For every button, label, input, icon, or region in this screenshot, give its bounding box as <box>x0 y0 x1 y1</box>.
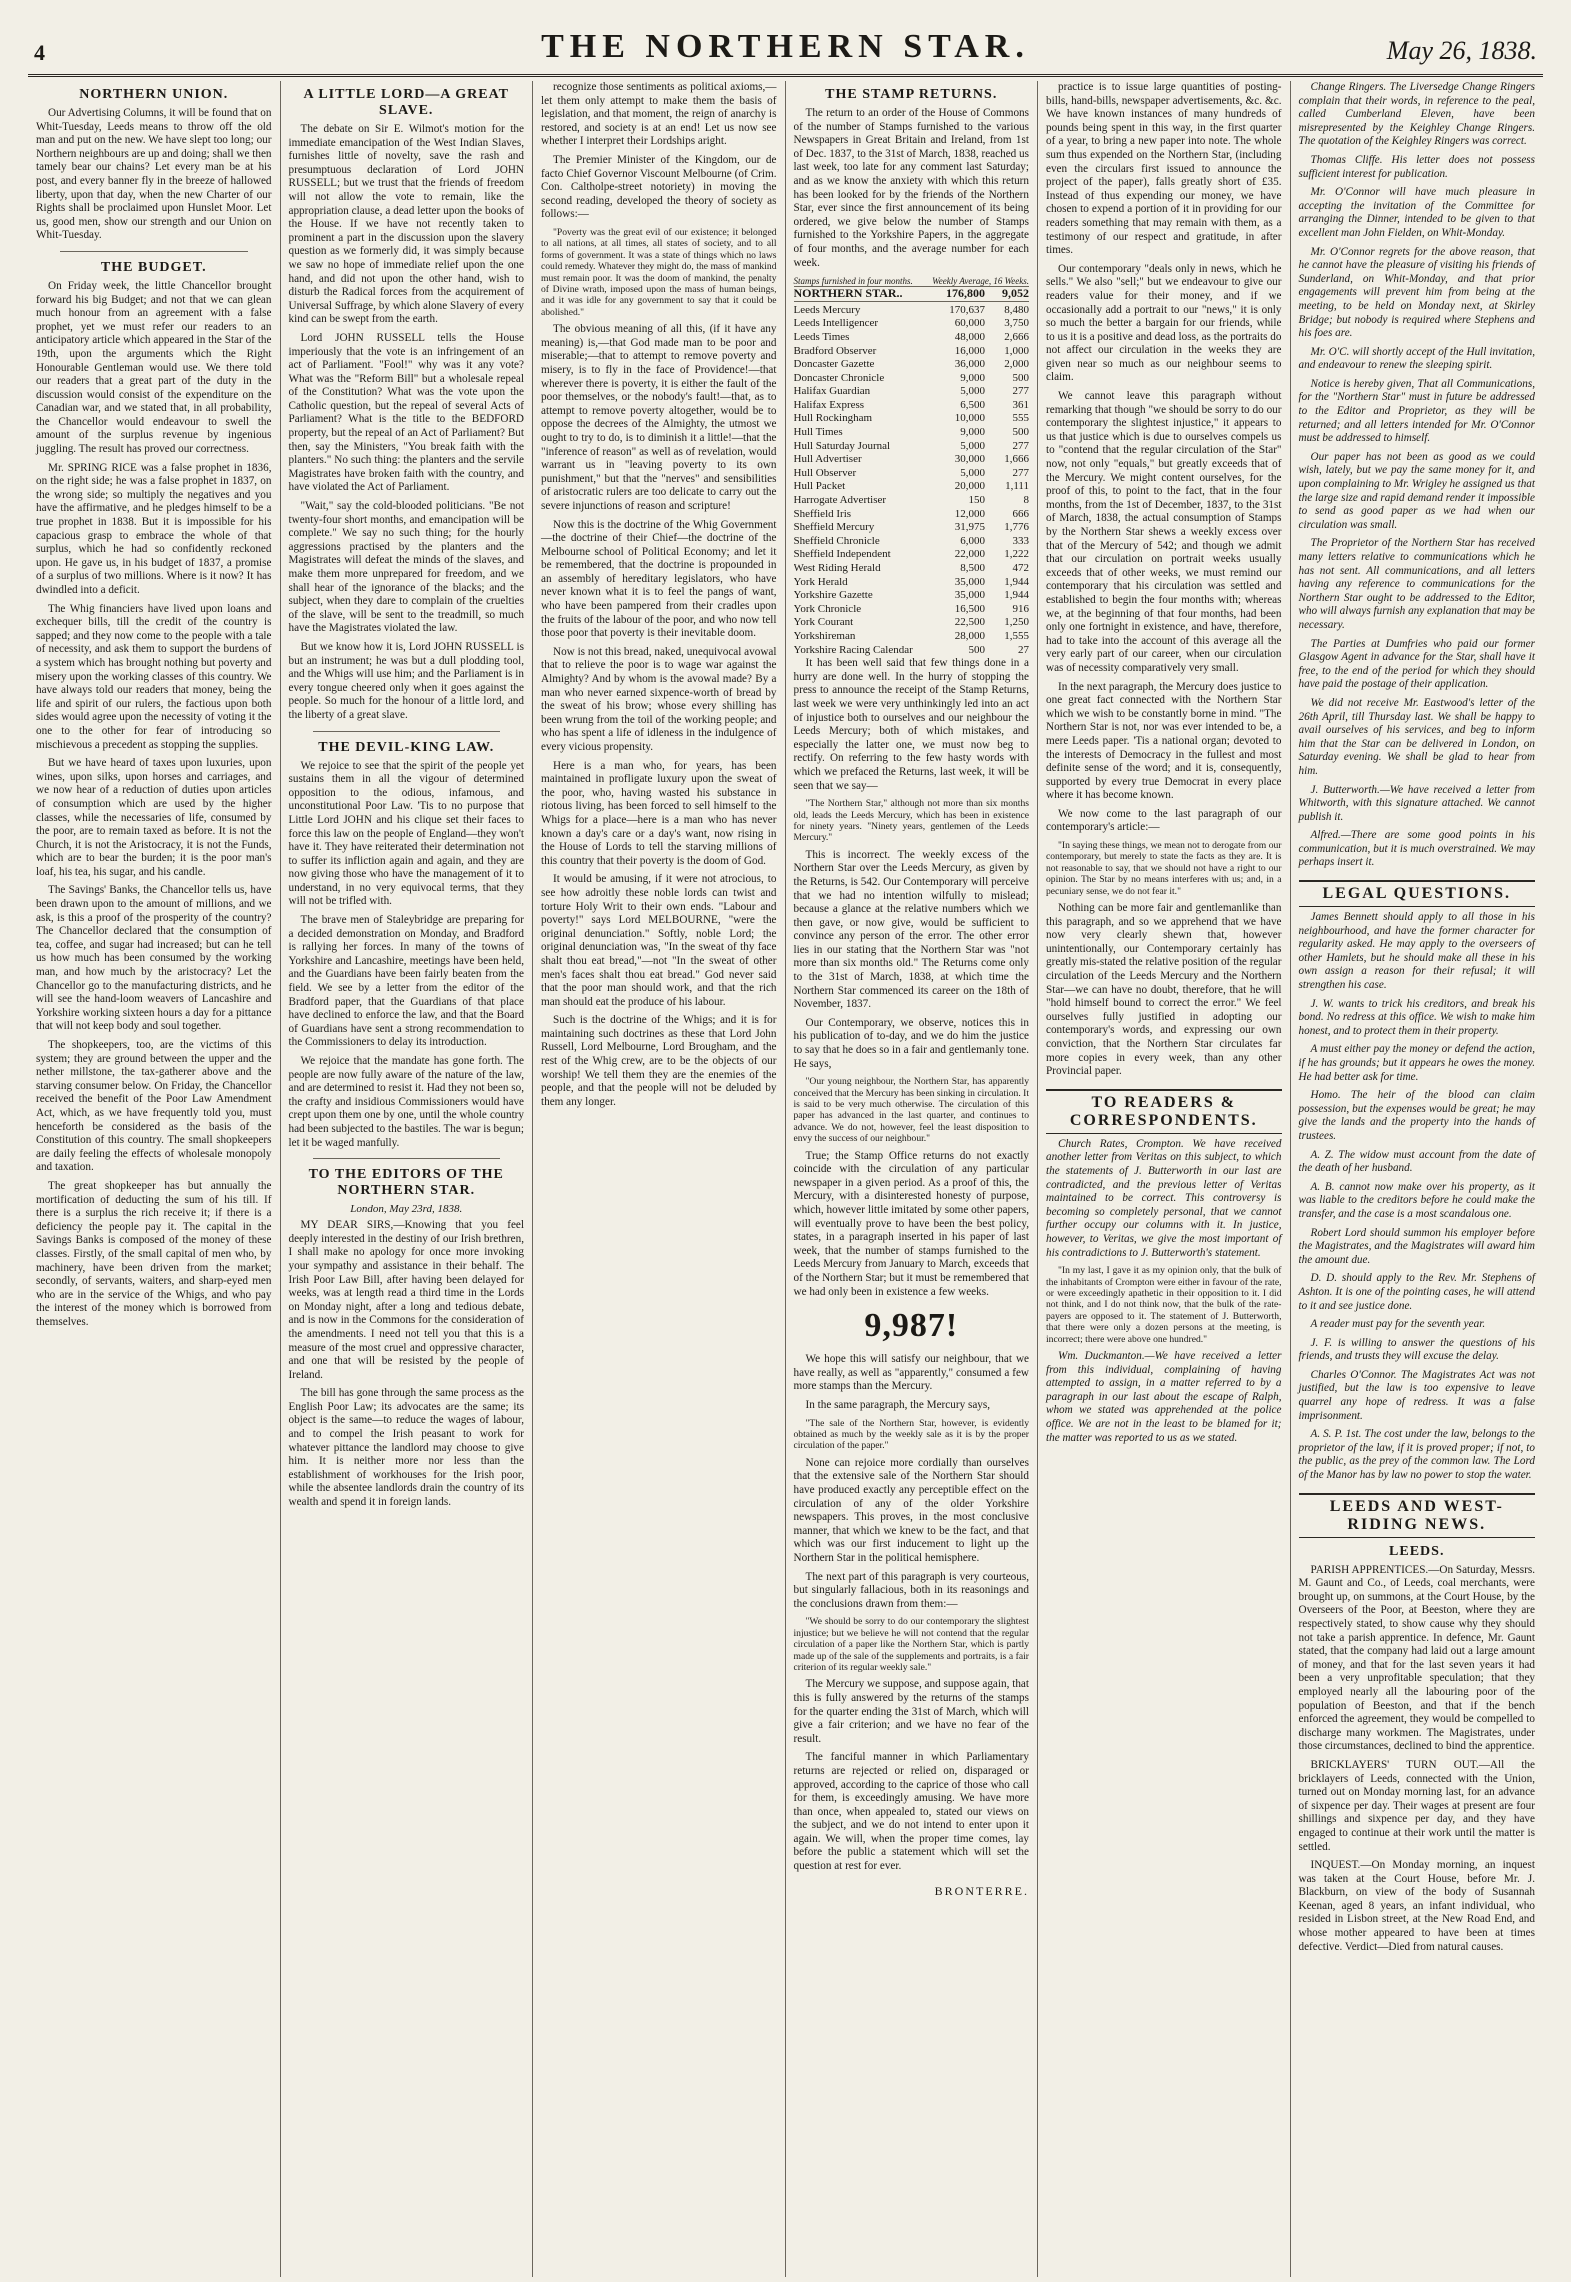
legal-answer: Charles O'Connor. The Magistrates Act was not justified, but the law is too expensive to leave quarrel any hope of redress. It was a false imprisonment. <box>1298 1368 1535 1422</box>
legal-answer: A. Z. The widow must account from the date of the death of her husband. <box>1298 1148 1535 1175</box>
stamp-weekly-average: 1,000 <box>1004 344 1029 357</box>
page-folio: 4 <box>34 40 45 65</box>
stamp-paper-name: York Herald <box>793 575 848 588</box>
stamp-paper-name: York Chronicle <box>793 602 862 615</box>
correspondent-note: J. Butterworth.—We have received a letter from Whitworth, with this signature attached. We cannot publish it. <box>1298 783 1535 823</box>
stamp-paper-name: Halifax Express <box>793 398 865 411</box>
stamp-table-row <box>794 345 1030 359</box>
stamp-weekly-average: 3,750 <box>1004 317 1029 330</box>
stamp-paper-name: Sheffield Mercury <box>793 521 875 534</box>
stamp-table-row <box>794 399 1030 413</box>
stamp-table-row <box>794 480 1030 494</box>
news-item: PARISH APPRENTICES.—On Saturday, Messrs. M. Gaunt and Co., of Leeds, coal merchants, were brought up, on summons, at the Court House, by the Overseers of the Poor, at Beeston, where they are respectively stated, to show cause why they should not take a parish apprentice. In defence, Mr. Gaunt stated, that the company had laid out a large amount of money, and that for the last seven years it had been a very unprofitable speculation; that they employed nearly all the labouring poor of the population of Beeston, and that if the bench enforced the agreement, they would be compelled to discharge many workmen. The Magistrates, under those circumstances, declined to bind the apprentice. <box>1298 1563 1536 1753</box>
article-paragraph: The Savings' Banks, the Chancellor tells us, have been drawn upon to the amount of millions, and we ask, is this a proof of the prosperity of the country? The Chancellor declared that the consumption of tea, coffee, and sugar had increased; but can he tell us how much has been consumed by the working man, and how much by the aristocracy? Let the Chancellor go to the manufacturing districts, and he will see the hand-loom weavers of Lancashire and Yorkshire working sixteen hours a day for a pittance that will not keep body and soul together. <box>36 884 272 1033</box>
stamp-weekly-average: 2,666 <box>1004 330 1029 343</box>
stamp-weekly-average: 8 <box>1023 494 1029 507</box>
stamp-total: 22,000 <box>954 548 985 561</box>
stamp-table-row <box>794 331 1030 345</box>
stamp-paper-name: Hull Times <box>793 426 843 439</box>
stamp-paper-name: Sheffield Chronicle <box>793 534 880 547</box>
stamp-paper-name: Sheffield Independent <box>793 548 891 561</box>
correspondent-note: The Proprietor of the Northern Star has received many letters relative to communications which he has not sent. All communications, and all letters having any reference to communications for the Northern Star ought to be addressed to the Editor, who will always furnish any explanation that may be necessary. <box>1298 537 1535 631</box>
signature: BRONTERRE. <box>934 1883 1029 1898</box>
stamp-table-row <box>794 412 1030 426</box>
stamp-total: 5,000 <box>960 439 985 452</box>
legal-answer: Homo. The heir of the blood can claim possession, but the expenses would be great; he may give the lands and the property into the hands of trustees. <box>1298 1089 1535 1142</box>
column-1 <box>28 81 281 2277</box>
article-heading-budget: THE BUDGET. <box>100 259 207 275</box>
article-paragraph: Mr. SPRING RICE was a false prophet in 1836, on the right side; he was a false prophet in 1837, on the wrong side; so multiply the negatives and you have the affirmative, and he pledges himself to be a true prophet in 1838. But it is impossible for his capacious grasp to embrace the whole of that surplus, which he had so confidently reckoned upon. He gave us, in his budget of 1837, a promise of a surplus of two millions. Where is it now? It has dwindled into a deficit. <box>36 461 272 596</box>
stamp-weekly-average: 1,250 <box>1004 616 1029 629</box>
stamp-table-row <box>794 385 1030 399</box>
quoted-text: "Our young neighbour, the Northern Star, has apparently conceived that the Mercury has been sinking in circulation. It is said to be very much otherwise. The circulation of this paper has advanced in the last quarter, and continues to advance. We do not, however, feel the least disposition to envy the success of our neighbour." <box>793 1076 1030 1145</box>
stamp-total: 6,000 <box>960 534 985 547</box>
article-paragraph: Nothing can be more fair and gentlemanlike than this paragraph, and so we apprehend that we have now very clearly shewn that, however unintentionally, our Contemporary certainly has greatly mis-stated the relative position of the regular circulation of the Leeds Mercury and the Northern Star—we can have no doubt, therefore, that he will "hold himself bound to correct the error." We feel ourselves fully justified in adopting our contemporary's words, and expressing our own conviction, that the Northern Star circulates far more copies in every week, than any other Provincial paper. <box>1046 902 1282 1078</box>
stamp-weekly-average: 361 <box>1012 398 1029 411</box>
stamp-total: 9,000 <box>960 371 985 384</box>
stamp-table-row <box>794 576 1030 590</box>
correspondent-note: Mr. O'Connor will have much pleasure in accepting the invitation of the Committee for arranging the Dinner, intended to be given to that excellent man John Fielden, on Whit-Monday. <box>1298 186 1535 239</box>
article-paragraph: The brave men of Staleybridge are preparing for a decided demonstration on Monday, and Bradford is rallying her forces. In many of the towns of Yorkshire and Lancashire, meetings have been held, and the Guardians have been fairly beaten from the field. We see by a letter from the editor of the Bradford paper, that the Guardians of that place have declined to enforce the law, and that the Board of Guardians have sent a strong recommendation to the Commissioners to delay its introduction. <box>288 914 524 1049</box>
divider <box>313 1158 501 1159</box>
article-paragraph: The fanciful manner in which Parliamentary returns are rejected or relied on, disparaged or approved, according to the caprice of those who call for them, is exceedingly amusing. We have more than once, when appealed to, stated our views on the subject, and we do not intend to enter upon it again. We will, when the proper time comes, lay before the public a statement which will set the question at rest for ever. <box>793 1751 1029 1873</box>
stamp-total: 6,500 <box>960 398 985 411</box>
article-paragraph: The Premier Minister of the Kingdom, our de facto Chief Governor Viscount Melbourne (of Crim. Con. Caltholpe-street notoriety) in moving the second reading, developed the theory of society as follows:— <box>541 153 777 221</box>
column-3 <box>533 81 786 2277</box>
stamp-table-row <box>794 287 1030 302</box>
article-paragraph: The return to an order of the House of Commons of the number of Stamps furnished to the various Newspapers in Great Britain and Ireland, from 1st of Dec. 1837, to the 31st of March, 1838, reached us last week, too late for any comment last Saturday; and as we know the anxiety with which this return has been looked for by the friends of the Northern Star, ever since the first announcement of its being ordered, we give below the number of Stamps furnished to the Yorkshire Papers, in the aggregate of four months, and the average number for each week. <box>793 107 1029 269</box>
stamp-weekly-average: 2,000 <box>1004 358 1029 371</box>
stamp-paper-name: NORTHERN STAR.. <box>793 287 903 301</box>
correspondent-note: Our paper has not been as good as we could wish, lately, but we pay the same money for it, and upon complaining to Mr. Wrigley he assigned us that the large size and rapid demand render it impossible to send as good paper as we had when our circulation was small. <box>1298 450 1535 531</box>
stamp-table-row <box>794 372 1030 386</box>
stamp-table-row <box>794 440 1030 454</box>
article-paragraph: The shopkeepers, too, are the victims of this system; they are ground between the upper and the nether millstone, the tax-gatherer above and the starving consumer below. On Friday, the Chancellor received the benefit of the Poor Law Amendment Act, which, as we have frequently told you, must henceforth be considered as the basis of the Constitution of this country. The small shopkeepers are daily feeling the effects of wholesale monopoly and taxation. <box>36 1039 272 1174</box>
masthead <box>28 18 1543 77</box>
section-heading-legal-questions: LEGAL QUESTIONS. <box>1299 880 1536 907</box>
news-item: INQUEST.—On Monday morning, an inquest was taken at the Court House, before Mr. J. Blackburn, on view of the body of Susannah Keenan, aged 8 years, an infant individual, who resided in Lisbon street, at the New Road End, and whose mother appeared to have been at times defective. Verdict—Died from natural causes. <box>1298 1859 1535 1953</box>
article-paragraph: MY DEAR SIRS,—Knowing that you feel deeply interested in the destiny of our Irish brethren, I shall make no apology for once more invoking your sympathy and assistance in their behalf. The Irish Poor Law Bill, after having been delayed for weeks, was at length read a third time in the Lords on Monday night, after a long and tedious debate, and is now in the Commons for the consideration of the amendments. I need not tell you that this is a measure of the most cruel and oppressive character, and one that will be resisted by the people of Ireland. <box>288 1219 524 1381</box>
stamp-weekly-average: 8,480 <box>1004 303 1029 316</box>
stamp-total: 48,000 <box>954 330 985 343</box>
stamp-table-row <box>794 630 1030 644</box>
newspaper-title: THE NORTHERN STAR. <box>541 28 1030 65</box>
stamp-total: 150 <box>968 494 985 507</box>
quoted-text: "In my last, I gave it as my opinion only, that the bulk of the inhabitants of Crompton were either in favour of the rate, or were exceedingly apathetic in their opposition to it. I did not think, and I do not think now, that the bulk of the rate-payers are opposed to it. The statement of J. Butterworth, that there were only a dozen persons at the meeting, is incorrect; there were above one hundred." <box>1046 1265 1282 1345</box>
stamp-weekly-average: 333 <box>1012 534 1029 547</box>
correspondent-note: Mr. O'Connor regrets for the above reason, that he cannot have the pleasure of visiting his friends of Sunderland, on Whit-Monday, and that prior engagements will prevent him from being at the meeting, to be held on Monday next, at Skirley Bridge; but nobody is required where Stephens and his foes are. <box>1298 245 1535 340</box>
article-paragraph: Our Advertising Columns, it will be found that on Whit-Tuesday, Leeds means to throw off the old man and put on the new. We have slept too long; our Northern neighbours are up and doing; shall we then tamely bear our chains? Let every man be at his post, and every banner fly in the breeze of hallowed liberty, upon that day, when the new Charter of our Rights shall be proclaimed upon Hunslet Moor. Let us, good men, show our strength and our Union on Whit-Tuesday. <box>36 107 272 242</box>
article-heading-stamp-returns: THE STAMP RETURNS. <box>825 87 998 102</box>
circulation-figure: 9,987! <box>864 1307 959 1345</box>
legal-answer: A reader must pay for the seventh year. <box>1310 1318 1486 1331</box>
stamp-table-row <box>794 467 1030 481</box>
quoted-text: "The Northern Star," although not more than six months old, leads the Leeds Mercury, which has been in existence for ninety years. "Ninety years, gentlemen of the Leeds Mercury." <box>793 798 1029 844</box>
stamp-paper-name: Doncaster Gazette <box>793 358 875 371</box>
stamp-total: 35,000 <box>954 589 985 602</box>
stamp-weekly-average: 277 <box>1012 466 1029 479</box>
stamp-total: 9,000 <box>960 426 985 439</box>
stamp-paper-name: Hull Saturday Journal <box>793 439 891 452</box>
stamp-paper-name: Halifax Guardian <box>793 385 871 398</box>
correspondent-note: We did not receive Mr. Eastwood's letter of the 26th April, till Thursday last. We shall be happy to avail ourselves of his services, and beg to inform him that the Star can be delivered in London, on Saturday evening. We shall be glad to hear from him. <box>1298 696 1535 777</box>
stamp-table-header-total: Stamps furnished in four months. <box>793 276 913 287</box>
article-paragraph: In the next paragraph, the Mercury does justice to one great fact connected with the Northern Star which we wish to be constantly borne in mind. "The Northern Star is not, nor was ever intended to be, a mere Leeds paper. 'Tis a national organ; devoted to the interests of Democracy in the fullest and most definite sense of the word; and it is, consequently, supported by every true Democrat in every place where it has become known. <box>1046 680 1282 802</box>
article-paragraph: Now this is the doctrine of the Whig Government—the doctrine of their Chief—the doctrine of the Melbourne school of Political Economy; and let it be remembered, that the doctrine is propounded in an assembly of hereditary legislators, who have never known what it is to feel the pangs of want, who have been pampered from their cradles upon the fruits of the labour of the poor, and who now tell those poor that poverty is their inevitable doom. <box>541 518 777 640</box>
article-paragraph: The bill has gone through the same process as the English Poor Law; its advocates are the same; its object is the same—to reduce the wages of labour, and to compel the Irish peasant to work for whatever pittance the landlord may choose to give him. It is neither more nor less than the establishment of workhouses for the Irish poor, while the absentee landlords drain the country of its wealth and spend it in foreign lands. <box>288 1387 524 1509</box>
stamp-total: 10,000 <box>954 412 985 425</box>
stamp-table-row <box>794 494 1030 508</box>
stamp-total: 176,800 <box>946 286 985 301</box>
issue-date: May 26, 1838. <box>1386 36 1537 65</box>
stamp-total: 16,500 <box>954 602 985 615</box>
article-paragraph: Lord JOHN RUSSELL tells the House imperiously that the vote is an infringement of an act of Parliament. "Fool!" why was it any vote? What was the "Reform Bill" but a wholesale repeal of the Constitution? What was the vote upon the Catholic question, but the repeal of several Acts of Parliament? What is the title to the BEDFORD property, but the repeal of an Act of Parliament? But then, say the Ministers, "You break faith with the planters." No such thing: the planters and the servile Magistrates have broken faith with the country, and have violated the Act of Parliament. <box>288 331 524 494</box>
legal-answer: J. W. wants to trick his creditors, and break his bond. No redress at this office. We wish to make him honest, and to protect them in their property. <box>1298 997 1535 1037</box>
stamp-total: 5,000 <box>960 466 985 479</box>
stamp-weekly-average: 916 <box>1012 602 1029 615</box>
stamp-paper-name: West Riding Herald <box>793 562 881 574</box>
stamp-table-row <box>794 589 1030 603</box>
letter-address: London, May 23rd, 1838. <box>350 1203 463 1216</box>
article-paragraph: This is incorrect. The weekly excess of the Northern Star over the Leeds Mercury, as given by the Returns, is 542. Our Contemporary will perceive that we had no intention wilfully to mislead; because a glance at the relative numbers which we then gave, or now give, would be sufficient to convince any person of the error. The other error lies in our stating that the Northern Star was "not more than six months old." The Returns come only to the 31st of March, 1838, at which time the Northern Star commenced its career on the 18th of November, 1837. <box>793 848 1029 1011</box>
stamp-table-row <box>794 535 1030 549</box>
legal-answer: D. D. should apply to the Rev. Mr. Stephens of Ashton. It is one of the pointing cases, he will attend to it and see justice done. <box>1298 1272 1535 1312</box>
column-5 <box>1038 81 1291 2277</box>
article-paragraph: It has been well said that few things done in a hurry are done well. In the hurry of stopping the press to announce the receipt of the Stamp Returns, last week we were very unthinkingly led into an act of injustice both to ourselves and our neighbour the Leeds Mercury; both of which mistakes, and especially the latter one, we must now beg to rectify. On referring to the few hasty words with which we prefaced the Returns, last week, it will be seen that we say— <box>793 657 1029 792</box>
quoted-text: "In saying these things, we mean not to derogate from our contemporary, but merely to state the facts as they are. It is not reasonable to say, that we should not have a right to our opinion. The Star by no means interferes with us; and, in a pecuniary sense, we do not fear it." <box>1046 840 1282 897</box>
article-paragraph: The Mercury we suppose, and suppose again, that this is fully answered by the returns of the stamps for the quarter ending the 31st of March, which will give a fair criterion; and we have no fear of the result. <box>793 1678 1029 1745</box>
stamp-paper-name: Leeds Mercury <box>793 303 861 316</box>
stamp-table-row <box>794 616 1030 630</box>
stamp-paper-name: Sheffield Iris <box>793 507 852 520</box>
stamp-weekly-average: 1,555 <box>1004 629 1029 642</box>
stamp-paper-name: Harrogate Advertiser <box>793 494 887 507</box>
article-heading-devil-king-law: THE DEVIL-KING LAW. <box>318 739 495 755</box>
stamp-weekly-average: 277 <box>1012 439 1029 452</box>
stamp-paper-name: Bradford Observer <box>793 344 877 357</box>
article-paragraph: We now come to the last paragraph of our contemporary's article:— <box>1046 807 1282 834</box>
article-paragraph: "Wait," say the cold-blooded politicians. "Be not twenty-four short months, and emancipation will be complete." We say no such thing; for the hourly aggressions practised by the planters and the Magistrates will defeat the minds of the slaves, and make them more unprepared for freedom, and we shall hear of the ignorance of the blacks; and the subject, when they dare to complain of the cruelties of the slave, will be sent to the treadmill, so much have the Magistrates violated the law. <box>288 500 524 635</box>
column-grid <box>28 81 1543 2277</box>
stamp-paper-name: Hull Rockingham <box>793 412 873 425</box>
stamp-paper-name: Hull Observer <box>793 466 857 479</box>
stamp-total: 12,000 <box>954 507 985 520</box>
stamp-table-header-weekly: Weekly Average, 16 Weeks. <box>932 276 1029 287</box>
stamp-paper-name: Yorkshire Racing Calendar <box>793 643 913 656</box>
legal-answer: J. F. is willing to answer the questions of his friends, and trusts they will excuse the delay. <box>1298 1336 1535 1363</box>
stamp-weekly-average: 1,944 <box>1004 575 1029 588</box>
article-paragraph: We cannot leave this paragraph without remarking that though "we should be sorry to do our contemporary the slightest injustice," it appears to us that justice which is due to ourselves compels us to "contend that the regular circulation of the Star" now, not only "equals," but greatly exceeds that of the Mercury. We might content ourselves, for the proof of this, to point to the fact, that in the four months, from the 1st of December, 1837, to the 31st of March, 1838, the actual consumption of Stamps by the Northern Star shews a weekly excess over that of the Mercury of 542; and though we admit that our circulation on portrait weeks usually exceeds that of other weeks, we must remind our contemporary that his circulation was settled and established to begin the four months with; whereas we, at the beginning of that four months, had been only one fortnight in existence, and have, therefore, had to take into the account of this average all the very early part of our career, when our circulation was of necessity comparatively very small. <box>1046 390 1282 674</box>
stamp-table-row <box>794 426 1030 440</box>
article-paragraph: But we know how it is, Lord JOHN RUSSELL is but an instrument; he was but a dull plodding tool, and the Whigs will use him; and the Parliament is in every tongue cheered only when it goes against the people. So much for the honour of a little lord, and the liberty of a great slave. <box>288 640 524 721</box>
article-paragraph: recognize those sentiments as political axioms,—let them only attempt to make them the basis of legislation, and that moment, the reign of anarchy is restored, and society is at an end! Let us now see whether I interpret their Lordships aright. <box>541 81 777 148</box>
article-paragraph: Our contemporary "deals only in news, which he sells." We also "sell;" but we endeavour to give our readers value for their money, and if we occasionally add a portrait to our "news," it is only so much the better a bargain for our friends, while to us it is a positive and dead loss, as the portraits do not affect our circulation in the weeks they are given near so much as our neighbour seems to claim. <box>1046 262 1282 384</box>
article-paragraph: True; the Stamp Office returns do not exactly coincide with the circulation of any particular newspaper in a given period. As a proof of this, the Mercury, with a disinterested honesty of purpose, which, however little imitated by some other papers, will eventually prove to have been the best policy, states, in a paragraph inserted in his paper of last week, that the number of stamps furnished to the Leeds Mercury from January to March, exceeds that of the Northern Star; but it must be remembered that we had only been in existence a few weeks. <box>793 1149 1029 1298</box>
correspondent-note: Thomas Cliffe. His letter does not possess sufficient interest for publication. <box>1298 153 1535 180</box>
correspondent-note: The Parties at Dumfries who paid our former Glasgow Agent in advance for the Star, shall have it free, to the end of the period for which they should have paid the postage of their application. <box>1298 637 1535 691</box>
stamp-total: 36,000 <box>954 358 985 371</box>
stamp-table-row <box>794 548 1030 562</box>
stamp-paper-name: Yorkshireman <box>793 629 856 642</box>
letter-heading: TO THE EDITORS OF THE NORTHERN STAR. <box>308 1167 504 1199</box>
legal-answer: James Bennett should apply to all those in his neighbourhood, and have the former character for regularity asked. He may apply to the overseers of other Hamlets, but he should make all these in his own assign a reason for their refusal; it will strengthen his case. <box>1298 911 1535 992</box>
news-item: BRICKLAYERS' TURN OUT.—All the bricklayers of Leeds, connected with the Union, turned out on Monday morning last, for an advance of sixpence per day. Their wages at present are four shillings and sixpence per day, and they have engaged to continue at their work until the matter is settled. <box>1298 1758 1535 1853</box>
stamp-weekly-average: 1,666 <box>1004 453 1029 466</box>
quoted-text: "We should be sorry to do our contemporary the slightest injustice; but we believe he will not contend that the regular circulation of a paper like the Northern Star, which is partly made up of the sale of the supplements and portraits, is a fair criterion of its regular weekly sale." <box>793 1616 1029 1673</box>
column-4 <box>786 81 1039 2277</box>
stamp-total: 60,000 <box>954 317 985 330</box>
stamp-paper-name: Leeds Intelligencer <box>793 317 879 330</box>
stamp-table-header <box>794 276 1030 287</box>
column-6 <box>1291 81 1544 2277</box>
article-heading-little-lord: A LITTLE LORD—A GREAT SLAVE. <box>303 87 509 118</box>
section-heading-correspondents: TO READERS & CORRESPONDENTS. <box>1046 1089 1282 1134</box>
correspondent-note: Church Rates, Crompton. We have received another letter from Veritas on this subject, to which the statements of J. Butterworth in our last are contradicted, and the previous letter of Veritas maintained to be correct. This controversy is becoming so completely personal, that we cannot further occupy our columns with it. In justice, however, to Veritas, we give the most important of his contradictions to J. Butterworth's statement. <box>1046 1137 1282 1259</box>
stamp-weekly-average: 1,944 <box>1004 589 1029 602</box>
article-paragraph: We hope this will satisfy our neighbour, that we have really, as well as "apparently," consumed a few more stamps than the Mercury. <box>793 1353 1029 1393</box>
stamp-weekly-average: 1,776 <box>1004 521 1029 534</box>
section-subheading-leeds: LEEDS. <box>1389 1543 1445 1559</box>
stamp-paper-name: York Courant <box>793 616 854 629</box>
article-paragraph: The Whig financiers have lived upon loans and exchequer bills, till the credit of the country is sapped; and they now come to the people with a tale of necessity, and ask them to support the burdens of a system which has brought nothing but poverty and misery upon the working classes of this country. We have always told our readers that money, being the life and spirit of our rulers, the factious upon both sides would agree upon the necessity of voting it the one to the other for fear of introducing so mischievous a precedent as stopping the supplies. <box>36 602 272 751</box>
stamp-total: 500 <box>968 643 985 656</box>
quoted-text: "The sale of the Northern Star, however, is evidently obtained as much by the weekly sale as it is by the proper circulation of the paper." <box>793 1417 1029 1452</box>
article-paragraph: None can rejoice more cordially than ourselves that the extensive sale of the Northern Star should have produced exactly any perceptible effect on the circulation of any of the older Yorkshire newspapers. This proves, in the most conclusive manner, that which we knew to be the fact, and that which was our first inducement to light up the Northern Star in the political hemisphere. <box>793 1456 1029 1564</box>
stamp-table-row <box>794 521 1030 535</box>
stamp-weekly-average: 27 <box>1018 643 1029 656</box>
stamp-table-row <box>794 508 1030 522</box>
article-paragraph: But we have heard of taxes upon luxuries, upon wines, upon silks, upon horses and carriages, and we now hear of a reduction of duties upon articles of consumption which are used by the higher classes, while the necessaries of life, consumed by the poor, are to remain taxed as before. It is not the Church, it is not the Aristocracy, it is not the Funds, which are to bear the burden; it is the poor man's loaf, his tea, his sugar, and his candle. <box>36 757 272 878</box>
stamp-total: 16,000 <box>954 344 985 357</box>
legal-answer: A. S. P. 1st. The cost under the law, belongs to the proprietor of the law, if it is proved proper; if not, to the public, as the prey of the common law. The Lord of the Manor has by law no power to stop the water. <box>1298 1428 1535 1482</box>
stamp-total: 31,975 <box>954 521 985 534</box>
legal-answer: A. B. cannot now make over his property, as it was liable to the creditors before he could make the transfer, and the case is a most scandalous one. <box>1298 1180 1535 1220</box>
stamp-paper-name: Doncaster Chronicle <box>793 371 885 384</box>
article-paragraph: It would be amusing, if it were not atrocious, to see how adroitly these noble lords can twist and torture Holy Writ to their own ends. "Labour and poverty!" says Lord MELBOURNE, "were the original denunciation." Softly, noble Lord; the original denunciation was, "In the sweat of thy face shalt thou eat bread,"—not "In the sweat of other men's faces shalt thou eat bread." God never said that the poor man should work, and that the rich man should eat the produce of his labour. <box>541 873 777 1008</box>
stamp-table-row <box>794 603 1030 617</box>
article-paragraph: Here is a man who, for years, has been maintained in profligate luxury upon the sweat of the poor, who, having wasted his substance in riotous living, has been forced to sell himself to the Whigs for a place—here is a man who has never known a day's care or a day's want, now rising in the House of Lords to tell the starving millions of this country that their poverty is the doom of God. <box>541 759 777 867</box>
stamp-total: 5,000 <box>960 385 985 398</box>
stamp-paper-name: Hull Packet <box>793 480 846 493</box>
article-paragraph: The debate on Sir E. Wilmot's motion for the immediate emancipation of the West Indian Slaves, furnishes little of novelty, save the rash and presumptuous declaration of Lord JOHN RUSSELL; but we trust that the friends of freedom will not allow the vote to remain, like the appropriation clause, a dead letter upon the books of the House. If we have not recently taken to prominent a part in the discussion upon the slavery question as we formerly did, it was simply because we saw no hope of immediate relief upon the one hand, and did not upon the other hand, wish to disturb the Radical forces from the acquirement of Universal Suffrage, by which alone Slavery of every kind can be swept from the earth. <box>288 123 524 326</box>
stamp-paper-name: Leeds Times <box>793 330 850 343</box>
article-paragraph: In the same paragraph, the Mercury says, <box>805 1398 991 1411</box>
article-paragraph: We rejoice to see that the spirit of the people yet sustains them in all the vigour of determined opposition to the odious, infamous, and unconstitutional Poor Law. 'Tis to no purpose that Little Lord JOHN and his clique set their faces to force this law on the people of England—they won't have it. They have reiterated their determination not to suffer its infliction again and again, and they are now giving those who have the management of it to understand, in no very equivocal terms, that they will not be trifled with. <box>288 759 524 908</box>
stamp-paper-name: Yorkshire Gazette <box>793 589 873 602</box>
stamp-table-row <box>794 644 1030 658</box>
article-paragraph: practice is to issue large quantities of posting-bills, hand-bills, newspaper advertisements, &c. &c. We have known instances of many hundreds of pounds being spent in this way, in the first quarter of a year, to bring a new paper into note. The whole sum thus expended on the Northern Star, (including even the circulars first issued to announce the project of the paper), falls greatly short of £35. Instead of thus expending our money, we have chosen to expend a portion of it in providing for our readers something that may remain with them, as a testimony of our respect and gratitude, in after times. <box>1046 81 1282 257</box>
stamp-table-row <box>794 453 1030 467</box>
stamp-total: 30,000 <box>954 453 985 466</box>
stamp-table-row <box>794 358 1030 372</box>
stamp-weekly-average: 9,052 <box>1002 286 1029 301</box>
article-paragraph: The next part of this paragraph is very courteous, but singularly fallacious, both in its reasonings and the conclusions drawn from them:— <box>793 1570 1029 1610</box>
correspondent-note: Mr. O'C. will shortly accept of the Hull invitation, and endeavour to renew the sleeping spirit. <box>1298 345 1535 372</box>
correspondent-note: Alfred.—There are some good points in his communication, but it is much overstrained. We may perhaps insert it. <box>1298 829 1535 869</box>
article-paragraph: The obvious meaning of all this, (if it have any meaning) is,—that God made man to be poor and miserable;—that to attempt to remove poverty and misery, is to fly in the face of Providence!—that wherever there is poverty, it is either the fault of the poor themselves, or the nobody's fault!—that, as to attempt to remove poverty altogether, would be to oppose the decrees of the Almighty, the utmost we ought to try to do, is to diminish it a little!—that the "inference of reason" as well as of revelation, would warrant us in "leaving poverty to its own punishment," but that the "nerves" and sensibilities of aristocratic rulers are too delicate to carry out the severe injunctions of reason and scripture! <box>541 323 777 512</box>
correspondent-note: Change Ringers. The Liversedge Change Ringers complain that their words, in reference to the peal, called Cumberland Eleven, have been misrepresented by the Keighley Change Ringers. The quotation of the Keighley Ringers was correct. <box>1298 81 1535 148</box>
correspondent-note: Notice is hereby given, That all Communications, for the "Northern Star" must in future be addressed to the Editor and Proprietor, as they will be returned; and all letters intended for Mr. O'Connor must be addressed to himself. <box>1298 377 1535 445</box>
stamp-weekly-average: 555 <box>1012 412 1029 425</box>
article-paragraph: Such is the doctrine of the Whigs; and it is for maintaining such doctrines as these that Lord John Russell, Lord Melbourne, Lord Brougham, and the rest of the Whig crew, are to be the objects of our worship! We tell them they are the enemies of the people, and that the people will not be deluded by them any longer. <box>541 1014 777 1108</box>
stamp-total: 35,000 <box>954 575 985 588</box>
stamp-weekly-average: 472 <box>1012 562 1029 574</box>
stamp-weekly-average: 666 <box>1012 507 1029 520</box>
article-paragraph: The great shopkeeper has but annually the mortification of deducting the sum of his till. If there is a surplus the rich receive it; if there is a deficiency the people pay it. The capital in the Savings Banks is composed of the money of these classes. Firstly, of the small capital of men who, by machinery, have been driven from the market; secondly, of servants, waiters, and sharp-eyed men who are in the service of the Whigs, and who pay the interest of the money which is borrowed from themselves. <box>36 1179 272 1328</box>
column-2 <box>281 81 534 2277</box>
article-paragraph: On Friday week, the little Chancellor brought forward his big Budget; and not that we can glean much honour from an agreement with a false prophet, yet we must refer our readers to an anticipatory article which appeared in the Star of the 19th, upon the arguments which the Right Honourable Gentleman would use. We there told our readers that a great part of the duty in the discussion would consist of the expenditure on the Canadian war, and we stated that, in all probability, the Chancellor would endeavour to swell the amount of the surplus revenue by ingenious juggling. The result has proved our correctness. <box>36 279 272 456</box>
stamp-weekly-average: 500 <box>1012 371 1029 384</box>
stamp-weekly-average: 1,111 <box>1005 480 1029 493</box>
divider <box>313 731 501 732</box>
stamp-table-row <box>794 562 1030 576</box>
stamp-total: 28,000 <box>954 629 985 642</box>
article-paragraph: Our Contemporary, we observe, notices this in his publication of to-day, and we do him the justice to say that he does so in a fair and gentlemanly tone. He says, <box>793 1016 1029 1070</box>
stamp-total: 170,637 <box>949 303 985 316</box>
article-paragraph: Now is not this bread, naked, unequivocal avowal that to relieve the poor is to wage war against the Almighty? And by whom is the avowal made? By a man who never earned sixpence-worth of bread by the sweat of his brow; whose every shilling has been wrung from the toil of the working people; and who has spent a life of idleness in the indulgence of every vicious propensity. <box>541 645 777 753</box>
article-heading-northern-union: NORTHERN UNION. <box>79 87 229 102</box>
correspondent-note: Wm. Duckmanton.—We have received a letter from this individual, complaining of having attempted to assign, in a matter referred to by a paragraph in our last about the escape of Ralph, whom we stated was apprehended at the police office. We are not in the least to be blamed for it; the matter was reported to us as we stated. <box>1046 1350 1282 1444</box>
legal-answer: A must either pay the money or defend the action, if he has grounds; but it appears he owes the money. He had better ask for time. <box>1298 1043 1535 1083</box>
section-heading-leeds-news: LEEDS AND WEST-RIDING NEWS. <box>1299 1493 1536 1538</box>
stamp-total: 20,000 <box>954 480 985 493</box>
quoted-speech: "Poverty was the great evil of our existence; it belonged to all nations, at all times, all states of society, and to all forms of government. It was a state of things which no laws could remedy. Whatever they might do, the mass of mankind must remain poor. It was the doom of mankind, the penalty of Divine wrath, imposed upon the mass of human beings, and it was idle for any government to say that it could be abolished." <box>541 226 777 318</box>
stamp-returns-table <box>794 287 1030 657</box>
stamp-weekly-average: 277 <box>1012 385 1029 398</box>
stamp-total: 22,500 <box>954 616 985 629</box>
stamp-paper-name: Hull Advertiser <box>793 453 862 466</box>
legal-answer: Robert Lord should summon his employer before the Magistrates, and the Magistrates will award him the amount due. <box>1298 1226 1535 1266</box>
article-paragraph: We rejoice that the mandate has gone forth. The people are now fully aware of the nature of the law, and are determined to resist it. Had they not been so, the crafty and insidious Commissioners would have crept upon them one by one, until the whole country had been subjected to the bastiles. The war is begun; let it be waged manfully. <box>288 1055 524 1149</box>
stamp-weekly-average: 500 <box>1012 426 1029 439</box>
stamp-table-row <box>794 317 1030 331</box>
stamp-total: 8,500 <box>960 562 985 574</box>
stamp-table-row <box>794 304 1030 318</box>
divider <box>60 251 248 252</box>
stamp-weekly-average: 1,222 <box>1004 548 1029 561</box>
